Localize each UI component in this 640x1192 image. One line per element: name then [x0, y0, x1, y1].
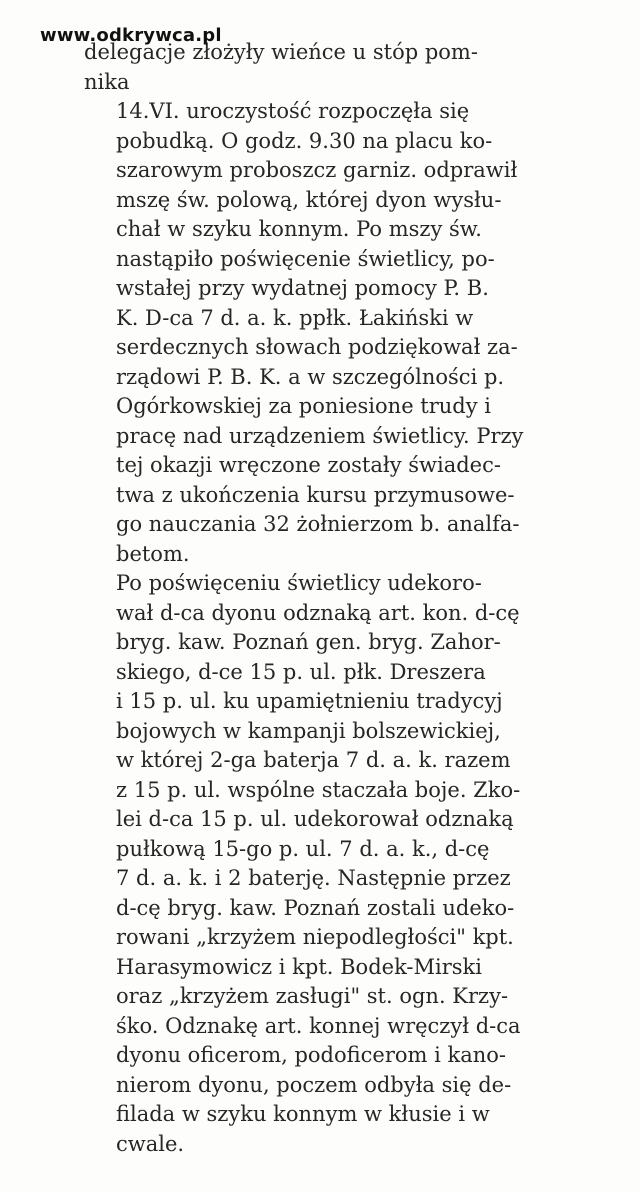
- text-line: i 15 p. ul. ku upamiętnieniu tradycyj: [116, 689, 503, 713]
- text-line: 7 d. a. k. i 2 baterję. Następnie przez: [116, 866, 511, 890]
- article-column: [84, 38, 610, 1159]
- text-line: śko. Odznakę art. konnej wręczył d-ca: [116, 1013, 521, 1038]
- text-line: betom.: [116, 541, 190, 566]
- text-line: oraz „krzyżem zasługi" st. ogn. Krzy-: [116, 984, 509, 1008]
- text-line: mszę św. polową, której dyon wysłu-: [116, 187, 502, 212]
- text-line: chał w szyku konnym. Po mszy św.: [116, 217, 482, 241]
- text-line: cwale.: [116, 1131, 185, 1156]
- text-line: dyonu oficerom, podoficerom i kano-: [116, 1043, 506, 1067]
- text-line: twa z ukończenia kursu przymusowe-: [116, 482, 515, 507]
- text-line: w której 2-ga baterja 7 d. a. k. razem: [116, 748, 511, 772]
- text-line: bojowych w kampanji bolszewickiej,: [116, 718, 501, 743]
- text-line: pułkową 15-go p. ul. 7 d. a. k., d-cę: [116, 836, 490, 861]
- text-line: Harasymowicz i kpt. Bodek-Mirski: [116, 954, 483, 979]
- text-line: delegacje złożyły wieńce u stóp pom-: [84, 40, 478, 64]
- text-line: rowani „krzyżem niepodległości" kpt.: [116, 925, 514, 949]
- text-line: wał d-ca dyonu odznaką art. kon. d-cę: [116, 600, 520, 625]
- text-line: tej okazji wręczone zostały świadec-: [116, 453, 501, 477]
- watermark: www.odkrywca.pl: [40, 25, 222, 46]
- text-line: Po poświęceniu świetlicy udekoro-: [116, 571, 482, 595]
- text-line: K. D-ca 7 d. a. k. ppłk. Łakiński w: [116, 305, 474, 330]
- text-line: lei d-ca 15 p. ul. udekorował odznaką: [116, 807, 514, 831]
- text-line: serdecznych słowach podziękował za-: [116, 335, 518, 359]
- text-line: pracę nad urządzeniem świetlicy. Przy: [116, 423, 524, 448]
- text-line: bryg. kaw. Poznań gen. bryg. Zahor-: [116, 630, 501, 654]
- text-line: pobudką. O godz. 9.30 na placu ko-: [116, 128, 493, 153]
- text-line: skiego, d-ce 15 p. ul. płk. Dreszera: [116, 659, 486, 684]
- text-line: Ogórkowskiej za poniesione trudy i: [116, 394, 491, 418]
- text-line: 14.VI. uroczystość rozpoczęła się: [116, 99, 470, 123]
- text-line: rządowi P. B. K. a w szczególności p.: [116, 364, 505, 389]
- text-line: nika: [84, 69, 130, 94]
- text-line: go nauczania 32 żołnierzom b. analfa-: [116, 512, 520, 536]
- text-line: filada w szyku konnym w kłusie i w: [116, 1102, 490, 1126]
- paragraph-decorations: [84, 569, 610, 1159]
- text-line: wstałej przy wydatnej pomocy P. B.: [116, 276, 489, 300]
- text-line: nierom dyonu, poczem odbyła się de-: [116, 1072, 512, 1097]
- text-line: z 15 p. ul. wspólne staczała boje. Zko-: [116, 777, 521, 802]
- text-line: d-cę bryg. kaw. Poznań zostali udeko-: [116, 895, 515, 920]
- text-line: nastąpiło poświęcenie świetlicy, po-: [116, 246, 495, 271]
- paragraph-continuation: [84, 38, 610, 97]
- text-line: szarowym proboszcz garniz. odprawił: [116, 158, 518, 182]
- paragraph-ceremony: [84, 97, 610, 569]
